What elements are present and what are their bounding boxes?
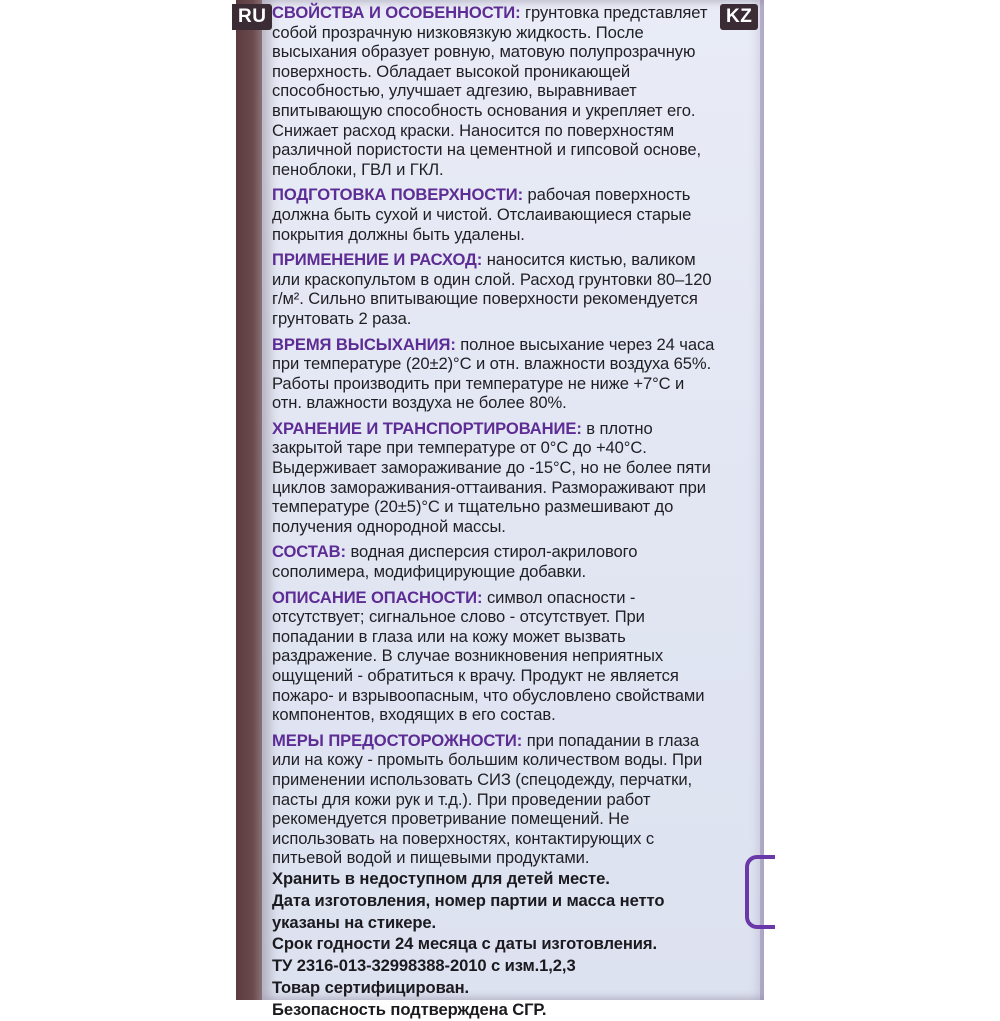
- footer-line-sticker: Дата изготовления, номер партии и масса нетто указаны на стикере.: [272, 890, 665, 932]
- footer-line-spec: ТУ 2316-013-32998388-2010 с изм.1,2,3: [272, 956, 576, 976]
- footer-line-certified: Товар сертифицирован.: [272, 977, 470, 997]
- section-body: наносится кистью, валиком или краскопультом в один слой. Расход грунтовки 80–120 г/м². Сильно впитывающие поверхности рекомендуется грунтовать 2 раза.: [272, 250, 712, 328]
- section-heading: ХРАНЕНИЕ И ТРАНСПОРТИРОВАНИЕ:: [272, 418, 582, 438]
- section-storage: [272, 419, 716, 537]
- package-edge-left: [236, 0, 264, 1000]
- section-composition: [272, 542, 716, 581]
- section-heading: ОПИСАНИЕ ОПАСНОСТИ:: [272, 587, 483, 607]
- section-heading: СВОЙСТВА И ОСОБЕННОСТИ:: [272, 3, 521, 22]
- section-body: грунтовка представляет собой прозрачную низковязкую жидкость. После высыхания образует ровную, матовую полупрозрачную поверхность. Обладает высокой проникающей способностью, улучшает адгезию, выравнивает впитывающую способность основания и укрепляет его. Снижает расход краски. Наносится по поверхностям различной пористости на цементной и гипсовой основе, пеноблоки, ГВЛ и ГКЛ.: [272, 3, 708, 179]
- section-heading: МЕРЫ ПРЕДОСТОРОЖНОСТИ:: [272, 730, 523, 750]
- section-heading: ПРИМЕНЕНИЕ И РАСХОД:: [272, 250, 483, 270]
- section-properties: [272, 3, 716, 179]
- section-body: символ опасности - отсутствует; сигнальное слово - отсутствует. При попадании в глаза или на кожу может вызвать раздражение. В случае возникновения неприятных ощущений - обратиться к врачу. Продукт не является пожаро- и взрывоопасным, что обусловлено свойствами компонентов, входящих в его состав.: [272, 587, 705, 725]
- label-text: [272, 3, 716, 1021]
- section-precautions: [272, 731, 716, 868]
- section-body: при попадании в глаза или на кожу - промыть большим количеством воды. При применении использовать СИЗ (спецодежду, перчатки, пасты для кожи рук и т.д.). При проведении работ рекомендуется проветривание помещений. Не использовать на поверхностях, контактирующих с питьевой водой и пищевыми продуктами.: [272, 730, 703, 868]
- section-heading: ПОДГОТОВКА ПОВЕРХНОСТИ:: [272, 185, 524, 205]
- section-surface-prep: [272, 185, 716, 244]
- purple-frame-fragment: [745, 855, 775, 929]
- section-drying: [272, 335, 716, 413]
- section-hazard: [272, 588, 716, 725]
- language-badge-kz: KZ: [720, 4, 758, 30]
- footer-line-sgr: Безопасность подтверждена СГР.: [272, 999, 547, 1019]
- background-right: [764, 0, 1000, 1000]
- footer-line-shelf-life: Срок годности 24 месяца с даты изготовления.: [272, 934, 657, 954]
- language-badge-ru: RU: [232, 4, 272, 30]
- footer-info: [272, 868, 716, 1021]
- footer-line-children: Хранить в недоступном для детей месте.: [272, 868, 610, 888]
- section-heading: ВРЕМЯ ВЫСЫХАНИЯ:: [272, 334, 456, 354]
- section-body: полное высыхание через 24 часа при температуре (20±2)°С и отн. влажности воздуха 65%. Работы производить при температуре не ниже +7°С и отн. влажности воздуха не более 80%.: [272, 334, 715, 413]
- section-body: водная дисперсия стирол-акрилового сополимера, модифицирующие добавки.: [272, 542, 638, 582]
- section-application: [272, 250, 716, 328]
- section-heading: СОСТАВ:: [272, 542, 346, 562]
- section-body: в плотно закрытой таре при температуре от 0°С до +40°С. Выдерживает замораживание до -15°С, но не более пяти циклов замораживания-оттаивания. Размораживают при температуре (20±5)°С и тщательно размешивают до получения однородной массы.: [272, 418, 711, 536]
- section-body: рабочая поверхность должна быть сухой и чистой. Отслаивающиеся старые покрытия должны быть удалены.: [272, 185, 692, 244]
